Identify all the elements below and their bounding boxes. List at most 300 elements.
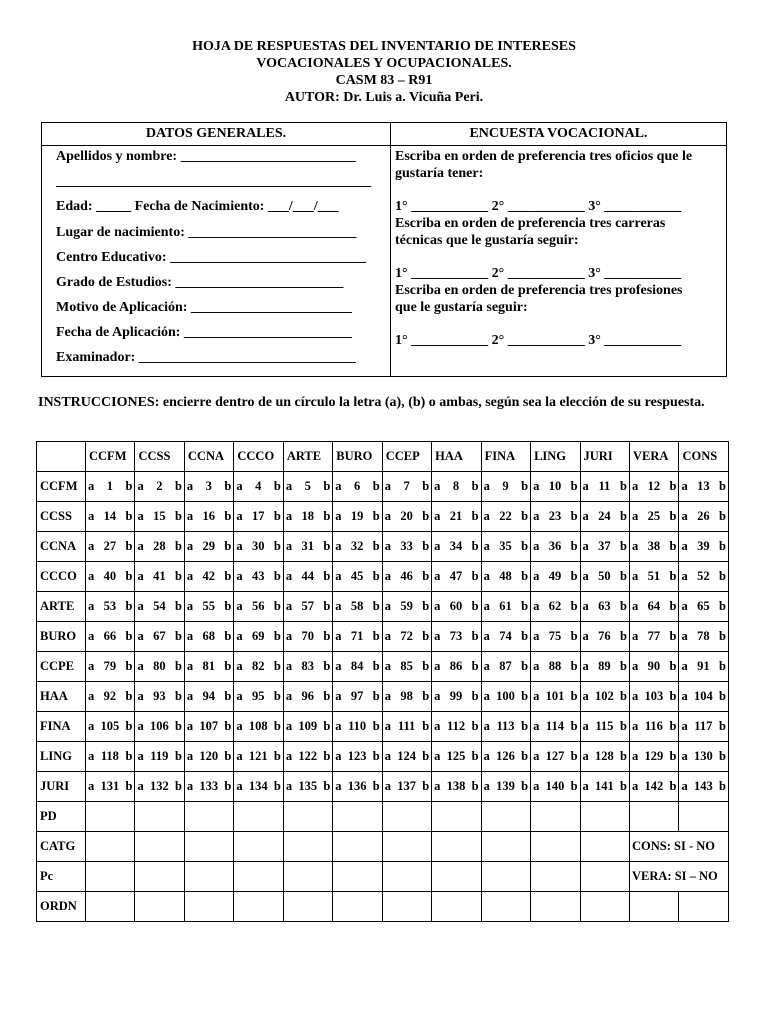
item-cell[interactable] — [234, 562, 283, 592]
option-a[interactable]: a — [582, 599, 589, 613]
score-cell[interactable] — [382, 802, 431, 832]
option-b[interactable]: b — [125, 719, 133, 733]
item-cell[interactable] — [86, 742, 135, 772]
option-a[interactable]: a — [483, 569, 490, 583]
item-cell[interactable] — [531, 472, 580, 502]
item-cell[interactable] — [184, 682, 233, 712]
option-a[interactable]: a — [434, 599, 441, 613]
option-a[interactable]: a — [137, 659, 144, 673]
score-cell[interactable] — [679, 892, 728, 922]
item-cell[interactable] — [333, 592, 382, 622]
item-cell[interactable] — [135, 502, 184, 532]
item-cell[interactable] — [531, 532, 580, 562]
option-b[interactable]: b — [718, 719, 726, 733]
examinador-field[interactable]: Examinador: _______________________________ — [56, 350, 356, 365]
option-b[interactable]: b — [224, 629, 232, 643]
score-cell[interactable] — [86, 892, 135, 922]
option-a[interactable]: a — [681, 569, 688, 583]
option-b[interactable]: b — [174, 719, 182, 733]
option-a[interactable]: a — [434, 479, 441, 493]
item-cell[interactable] — [679, 682, 728, 712]
option-a[interactable]: a — [236, 569, 243, 583]
item-cell[interactable] — [283, 682, 332, 712]
score-cell[interactable] — [481, 802, 530, 832]
option-b[interactable]: b — [718, 569, 726, 583]
vera-validity-cell[interactable]: VERA: SI – NO — [629, 862, 728, 892]
score-cell[interactable] — [86, 802, 135, 832]
option-a[interactable]: a — [285, 719, 293, 733]
option-b[interactable]: b — [174, 779, 182, 793]
option-b[interactable]: b — [372, 539, 380, 553]
option-b[interactable]: b — [570, 479, 578, 493]
score-cell[interactable] — [184, 892, 233, 922]
option-b[interactable]: b — [471, 479, 479, 493]
item-cell[interactable] — [531, 772, 580, 802]
option-a[interactable]: a — [88, 509, 95, 523]
option-a[interactable]: a — [681, 779, 688, 793]
option-a[interactable]: a — [335, 779, 342, 793]
item-cell[interactable] — [135, 562, 184, 592]
score-cell[interactable] — [382, 862, 431, 892]
option-b[interactable]: b — [224, 509, 232, 523]
option-b[interactable]: b — [669, 539, 677, 553]
item-cell[interactable] — [184, 532, 233, 562]
option-b[interactable]: b — [471, 539, 479, 553]
item-cell[interactable] — [629, 472, 678, 502]
option-b[interactable]: b — [718, 509, 726, 523]
option-a[interactable]: a — [681, 659, 688, 673]
score-cell[interactable] — [481, 862, 530, 892]
option-a[interactable]: a — [335, 659, 342, 673]
item-cell[interactable] — [432, 652, 481, 682]
score-cell[interactable] — [432, 802, 481, 832]
item-cell[interactable] — [283, 742, 332, 772]
option-a[interactable]: a — [483, 689, 490, 703]
option-b[interactable]: b — [570, 689, 578, 703]
item-cell[interactable] — [432, 502, 481, 532]
option-b[interactable]: b — [570, 569, 578, 583]
option-a[interactable]: a — [335, 479, 342, 493]
item-cell[interactable] — [184, 562, 233, 592]
option-a[interactable]: a — [137, 779, 144, 793]
option-a[interactable]: a — [434, 659, 441, 673]
option-a[interactable]: a — [434, 509, 441, 523]
item-cell[interactable] — [531, 712, 580, 742]
item-cell[interactable] — [580, 532, 629, 562]
option-b[interactable]: b — [174, 539, 182, 553]
score-cell[interactable] — [234, 862, 283, 892]
option-a[interactable]: a — [483, 479, 490, 493]
item-cell[interactable] — [679, 562, 728, 592]
item-cell[interactable] — [135, 532, 184, 562]
item-cell[interactable] — [283, 652, 332, 682]
option-a[interactable]: a — [631, 719, 639, 733]
item-cell[interactable] — [580, 772, 629, 802]
option-b[interactable]: b — [422, 569, 430, 583]
option-b[interactable]: b — [718, 629, 726, 643]
option-a[interactable]: a — [483, 599, 490, 613]
option-a[interactable]: a — [483, 659, 490, 673]
option-b[interactable]: b — [422, 749, 430, 763]
option-b[interactable]: b — [273, 749, 281, 763]
option-b[interactable]: b — [521, 479, 529, 493]
option-b[interactable]: b — [372, 629, 380, 643]
option-a[interactable]: a — [681, 749, 688, 763]
option-a[interactable]: a — [285, 539, 293, 553]
option-a[interactable]: a — [285, 629, 293, 643]
score-cell[interactable] — [382, 892, 431, 922]
item-cell[interactable] — [234, 592, 283, 622]
option-b[interactable]: b — [273, 479, 281, 493]
option-a[interactable]: a — [582, 569, 589, 583]
score-cell[interactable] — [629, 892, 678, 922]
option-b[interactable]: b — [570, 539, 578, 553]
item-cell[interactable] — [629, 532, 678, 562]
option-b[interactable]: b — [718, 599, 726, 613]
option-b[interactable]: b — [323, 779, 331, 793]
option-b[interactable]: b — [224, 689, 232, 703]
option-b[interactable]: b — [125, 539, 133, 553]
option-a[interactable]: a — [88, 719, 95, 733]
option-b[interactable]: b — [422, 779, 430, 793]
item-cell[interactable] — [86, 592, 135, 622]
score-cell[interactable] — [580, 832, 629, 862]
option-a[interactable]: a — [236, 599, 243, 613]
option-a[interactable]: a — [137, 749, 144, 763]
option-b[interactable]: b — [273, 539, 281, 553]
option-a[interactable]: a — [186, 659, 194, 673]
item-cell[interactable] — [135, 472, 184, 502]
item-cell[interactable] — [481, 592, 530, 622]
item-cell[interactable] — [135, 682, 184, 712]
item-cell[interactable] — [333, 472, 382, 502]
item-cell[interactable] — [531, 682, 580, 712]
option-a[interactable]: a — [335, 749, 342, 763]
option-a[interactable]: a — [483, 509, 490, 523]
option-b[interactable]: b — [570, 599, 578, 613]
score-cell[interactable] — [283, 862, 332, 892]
option-a[interactable]: a — [533, 749, 540, 763]
score-cell[interactable] — [283, 892, 332, 922]
option-a[interactable]: a — [483, 779, 490, 793]
item-cell[interactable] — [333, 622, 382, 652]
option-a[interactable]: a — [285, 659, 293, 673]
item-cell[interactable] — [629, 742, 678, 772]
option-b[interactable]: b — [471, 749, 479, 763]
option-b[interactable]: b — [273, 659, 281, 673]
option-a[interactable]: a — [137, 599, 144, 613]
apellidos-field[interactable]: Apellidos y nombre: _________________________ — [56, 149, 356, 164]
item-cell[interactable] — [333, 502, 382, 532]
option-a[interactable]: a — [285, 479, 293, 493]
option-b[interactable]: b — [620, 749, 627, 763]
item-cell[interactable] — [481, 652, 530, 682]
option-b[interactable]: b — [273, 509, 281, 523]
option-b[interactable]: b — [570, 719, 578, 733]
option-a[interactable]: a — [186, 509, 194, 523]
item-cell[interactable] — [283, 622, 332, 652]
item-cell[interactable] — [580, 742, 629, 772]
option-b[interactable]: b — [273, 569, 281, 583]
option-a[interactable]: a — [631, 629, 639, 643]
item-cell[interactable] — [135, 742, 184, 772]
option-b[interactable]: b — [471, 629, 479, 643]
q1-answer-field[interactable]: 1° ___________ 2° ___________ 3° ___________ — [395, 199, 682, 214]
option-b[interactable]: b — [669, 569, 677, 583]
item-cell[interactable] — [481, 622, 530, 652]
item-cell[interactable] — [481, 472, 530, 502]
item-cell[interactable] — [481, 772, 530, 802]
option-a[interactable]: a — [631, 569, 639, 583]
item-cell[interactable] — [333, 652, 382, 682]
item-cell[interactable] — [432, 472, 481, 502]
option-b[interactable]: b — [471, 659, 479, 673]
option-b[interactable]: b — [718, 689, 726, 703]
item-cell[interactable] — [382, 682, 431, 712]
option-b[interactable]: b — [273, 779, 281, 793]
option-a[interactable]: a — [434, 779, 441, 793]
option-b[interactable]: b — [174, 479, 182, 493]
option-a[interactable]: a — [434, 749, 441, 763]
item-cell[interactable] — [135, 652, 184, 682]
option-b[interactable]: b — [521, 509, 529, 523]
option-b[interactable]: b — [422, 479, 430, 493]
item-cell[interactable] — [234, 652, 283, 682]
lugar-field[interactable]: Lugar de nacimiento: ________________________ — [56, 225, 357, 240]
score-cell[interactable] — [580, 802, 629, 832]
option-a[interactable]: a — [582, 779, 589, 793]
option-b[interactable]: b — [570, 659, 578, 673]
option-a[interactable]: a — [88, 659, 95, 673]
option-b[interactable]: b — [669, 509, 677, 523]
option-a[interactable]: a — [236, 629, 243, 643]
option-b[interactable]: b — [224, 779, 232, 793]
option-b[interactable]: b — [718, 659, 726, 673]
option-b[interactable]: b — [570, 779, 578, 793]
option-b[interactable]: b — [620, 509, 627, 523]
option-b[interactable]: b — [125, 779, 133, 793]
fecha-aplicacion-field[interactable]: Fecha de Aplicación: ________________________ — [56, 325, 352, 340]
option-a[interactable]: a — [631, 479, 639, 493]
option-b[interactable]: b — [174, 599, 182, 613]
option-b[interactable]: b — [372, 749, 380, 763]
item-cell[interactable] — [184, 472, 233, 502]
option-b[interactable]: b — [323, 659, 331, 673]
item-cell[interactable] — [679, 772, 728, 802]
option-b[interactable]: b — [224, 749, 232, 763]
apellidos-field-line2[interactable]: _____________________________________________ — [56, 174, 371, 189]
item-cell[interactable] — [679, 472, 728, 502]
item-cell[interactable] — [432, 532, 481, 562]
option-a[interactable]: a — [285, 749, 293, 763]
option-b[interactable]: b — [224, 479, 232, 493]
option-b[interactable]: b — [372, 599, 380, 613]
option-a[interactable]: a — [582, 629, 589, 643]
option-a[interactable]: a — [285, 569, 293, 583]
option-a[interactable]: a — [88, 779, 95, 793]
item-cell[interactable] — [184, 592, 233, 622]
option-a[interactable]: a — [631, 509, 639, 523]
option-b[interactable]: b — [125, 569, 133, 583]
option-b[interactable]: b — [372, 509, 380, 523]
score-cell[interactable] — [679, 802, 728, 832]
option-a[interactable]: a — [236, 749, 243, 763]
option-a[interactable]: a — [631, 539, 639, 553]
option-a[interactable]: a — [681, 539, 688, 553]
option-a[interactable]: a — [384, 719, 391, 733]
q2-answer-field[interactable]: 1° ___________ 2° ___________ 3° ___________ — [395, 266, 682, 281]
option-a[interactable]: a — [186, 749, 194, 763]
score-cell[interactable] — [629, 802, 678, 832]
option-a[interactable]: a — [186, 539, 194, 553]
score-cell[interactable] — [531, 892, 580, 922]
option-a[interactable]: a — [582, 659, 589, 673]
option-a[interactable]: a — [236, 689, 243, 703]
item-cell[interactable] — [679, 532, 728, 562]
item-cell[interactable] — [382, 472, 431, 502]
option-a[interactable]: a — [631, 749, 639, 763]
option-a[interactable]: a — [137, 689, 144, 703]
option-b[interactable]: b — [224, 659, 232, 673]
option-a[interactable]: a — [384, 749, 391, 763]
item-cell[interactable] — [679, 652, 728, 682]
option-a[interactable]: a — [681, 689, 688, 703]
item-cell[interactable] — [234, 622, 283, 652]
option-a[interactable]: a — [384, 659, 391, 673]
item-cell[interactable] — [234, 532, 283, 562]
option-a[interactable]: a — [335, 539, 342, 553]
option-b[interactable]: b — [125, 749, 133, 763]
option-b[interactable]: b — [125, 629, 133, 643]
option-a[interactable]: a — [582, 479, 589, 493]
option-a[interactable]: a — [137, 569, 144, 583]
option-a[interactable]: a — [384, 569, 391, 583]
item-cell[interactable] — [382, 562, 431, 592]
score-cell[interactable] — [135, 802, 184, 832]
option-a[interactable]: a — [582, 719, 589, 733]
option-a[interactable]: a — [285, 599, 293, 613]
cons-validity-cell[interactable]: CONS: SI - NO — [629, 832, 728, 862]
option-b[interactable]: b — [323, 719, 331, 733]
score-cell[interactable] — [234, 832, 283, 862]
item-cell[interactable] — [432, 592, 481, 622]
score-cell[interactable] — [432, 832, 481, 862]
option-b[interactable]: b — [521, 749, 529, 763]
option-a[interactable]: a — [335, 719, 342, 733]
item-cell[interactable] — [86, 502, 135, 532]
item-cell[interactable] — [184, 772, 233, 802]
option-b[interactable]: b — [669, 719, 677, 733]
option-a[interactable]: a — [384, 689, 391, 703]
option-a[interactable]: a — [533, 509, 540, 523]
score-cell[interactable] — [184, 832, 233, 862]
item-cell[interactable] — [86, 712, 135, 742]
option-b[interactable]: b — [125, 509, 133, 523]
option-a[interactable]: a — [434, 539, 441, 553]
option-b[interactable]: b — [521, 599, 529, 613]
item-cell[interactable] — [382, 592, 431, 622]
option-b[interactable]: b — [125, 479, 133, 493]
option-b[interactable]: b — [669, 659, 677, 673]
score-cell[interactable] — [135, 862, 184, 892]
score-cell[interactable] — [333, 862, 382, 892]
score-cell[interactable] — [382, 832, 431, 862]
q3-answer-field[interactable]: 1° ___________ 2° ___________ 3° ___________ — [395, 333, 682, 348]
option-a[interactable]: a — [533, 479, 540, 493]
item-cell[interactable] — [86, 772, 135, 802]
option-a[interactable]: a — [285, 689, 293, 703]
item-cell[interactable] — [432, 622, 481, 652]
option-a[interactable]: a — [236, 479, 243, 493]
item-cell[interactable] — [629, 562, 678, 592]
option-b[interactable]: b — [620, 779, 627, 793]
score-cell[interactable] — [333, 802, 382, 832]
option-b[interactable]: b — [422, 539, 430, 553]
option-a[interactable]: a — [483, 629, 490, 643]
item-cell[interactable] — [382, 712, 431, 742]
option-a[interactable]: a — [631, 689, 639, 703]
option-b[interactable]: b — [174, 569, 182, 583]
item-cell[interactable] — [679, 502, 728, 532]
option-b[interactable]: b — [224, 599, 232, 613]
option-b[interactable]: b — [669, 779, 677, 793]
score-cell[interactable] — [234, 892, 283, 922]
item-cell[interactable] — [135, 592, 184, 622]
item-cell[interactable] — [333, 772, 382, 802]
item-cell[interactable] — [580, 502, 629, 532]
option-b[interactable]: b — [273, 599, 281, 613]
option-a[interactable]: a — [631, 779, 639, 793]
option-b[interactable]: b — [521, 539, 529, 553]
item-cell[interactable] — [481, 712, 530, 742]
score-cell[interactable] — [531, 802, 580, 832]
item-cell[interactable] — [184, 742, 233, 772]
item-cell[interactable] — [432, 562, 481, 592]
item-cell[interactable] — [531, 742, 580, 772]
option-b[interactable]: b — [422, 509, 430, 523]
item-cell[interactable] — [629, 592, 678, 622]
item-cell[interactable] — [135, 622, 184, 652]
option-b[interactable]: b — [125, 599, 133, 613]
option-b[interactable]: b — [471, 569, 479, 583]
option-b[interactable]: b — [224, 719, 232, 733]
option-b[interactable]: b — [471, 509, 479, 523]
option-a[interactable]: a — [434, 689, 441, 703]
option-a[interactable]: a — [186, 569, 194, 583]
item-cell[interactable] — [382, 652, 431, 682]
option-b[interactable]: b — [224, 569, 232, 583]
item-cell[interactable] — [283, 502, 332, 532]
score-cell[interactable] — [580, 862, 629, 892]
option-a[interactable]: a — [236, 509, 243, 523]
option-a[interactable]: a — [88, 479, 95, 493]
option-b[interactable]: b — [620, 599, 627, 613]
option-a[interactable]: a — [384, 509, 391, 523]
option-a[interactable]: a — [137, 539, 144, 553]
option-b[interactable]: b — [620, 719, 627, 733]
item-cell[interactable] — [234, 682, 283, 712]
item-cell[interactable] — [629, 502, 678, 532]
option-b[interactable]: b — [570, 749, 578, 763]
option-b[interactable]: b — [323, 599, 331, 613]
option-a[interactable]: a — [631, 599, 639, 613]
option-a[interactable]: a — [434, 629, 441, 643]
option-b[interactable]: b — [323, 629, 331, 643]
option-b[interactable]: b — [471, 719, 479, 733]
option-a[interactable]: a — [533, 779, 540, 793]
item-cell[interactable] — [333, 742, 382, 772]
item-cell[interactable] — [580, 562, 629, 592]
